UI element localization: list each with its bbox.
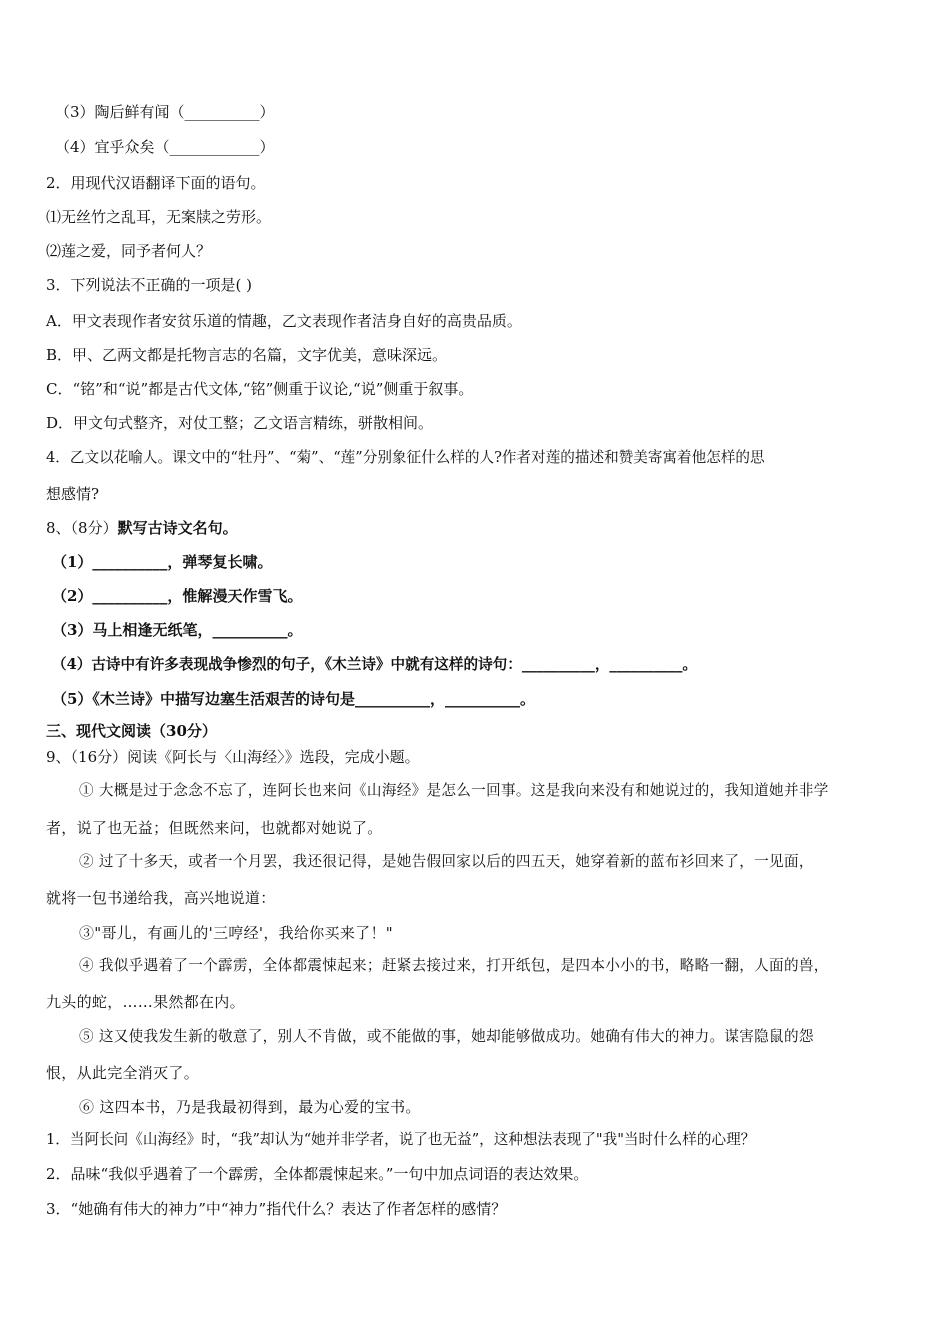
section-9-heading: 9、（16分）阅读《阿长与〈山海经〉》选段，完成小题。 [46,748,420,766]
translate-question: 2．用现代汉语翻译下面的语句。 [46,174,266,192]
paragraph-1-line-2: 者，说了也无益；但既然来问，也就都对她说了。 [46,819,383,837]
question-4-blank: （4）宜乎众矣（____________） [55,138,275,156]
reading-question-1: 1．当阿长问《山海经》时，“我”却认为“她并非学者，说了也无益”，这种想法表现了"我"当时什么样的心理？ [46,1131,756,1148]
paragraph-2-line-1: ② 过了十多天，或者一个月罢，我还很记得，是她告假回家以后的四五天，她穿着新的蓝布衫回来了，一见面， [79,853,814,870]
section-8-score: 8、（8分） [46,519,118,537]
translate-sentence-2: ⑵莲之爱，同予者何人？ [46,242,212,260]
paragraph-5-line-1: ⑤ 这又使我发生新的敬意了，别人不肯做，或不能做的事，她却能够做成功。她确有伟大的神力。谋害隐鼠的怨 [79,1028,814,1045]
paragraph-1-line-1: ① 大概是过于念念不忘了，连阿长也来问《山海经》是怎么一回事。这是我向来没有和她说过的，我知道她并非学 [79,782,829,799]
paragraph-5-line-2: 恨，从此完全消灭了。 [46,1064,200,1082]
paragraph-6: ⑥ 这四本书，乃是我最初得到，最为心爱的宝书。 [79,1098,421,1116]
section-3-heading: 三、现代文阅读（30分） [46,722,217,740]
recite-1: （1）__________，弹琴复长啸。 [52,553,273,571]
paragraph-2-line-2: 就将一包书递给我，高兴地说道： [46,889,276,907]
option-b: B．甲、乙两文都是托物言志的名篇，文字优美，意味深远。 [46,346,448,364]
choice-question: 3．下列说法不正确的一项是( ) [46,276,253,294]
paragraph-4-line-1: ④ 我似乎遇着了一个霹雳，全体都震悚起来；赶紧去接过来，打开纸包，是四本小小的书，略略一翻，人面的兽， [79,957,829,974]
option-d: D．甲文句式整齐，对仗工整；乙文语言精练，骈散相间。 [46,414,434,432]
question-4: 4．乙文以花喻人。课文中的“牡丹”、“菊”、“莲”分别象征什么样的人?作者对莲的描述和赞美寄寓着他怎样的思 [46,449,765,466]
option-a: A．甲文表现作者安贫乐道的情趣，乙文表现作者洁身自好的高贵品质。 [46,312,522,330]
paragraph-4-line-2: 九头的蛇，……果然都在内。 [46,993,245,1011]
paragraph-3: ③"哥儿，有画儿的'三哼经'，我给你买来了！" [79,924,393,942]
recite-3: （3）马上相逢无纸笔，__________。 [52,621,303,639]
recite-5: （5）《木兰诗》中描写边塞生活艰苦的诗句是__________，__________。 [52,690,535,708]
recite-2: （2）__________，惟解漫天作雪飞。 [52,587,303,605]
section-8-title: 默写古诗文名句。 [117,519,238,537]
section-8-heading [46,518,238,538]
question-3-blank: （3）陶后鲜有闻（__________） [55,103,275,121]
reading-question-3: 3．“她确有伟大的神力”中“神力”指代什么？表达了作者怎样的感情？ [46,1200,507,1218]
question-4-cont: 想感情? [46,485,100,503]
translate-sentence-1: ⑴无丝竹之乱耳，无案牍之劳形。 [46,208,272,226]
reading-question-2: 2．品味“我似乎遇着了一个霹雳，全体都震悚起来。”一句中加点词语的表达效果。 [46,1165,589,1183]
option-c: C．“铭”和“说”都是古代文体,“铭”侧重于议论,“说”侧重于叙事。 [46,380,474,398]
recite-4: （4）古诗中有许多表现战争惨烈的句子，《木兰诗》中就有这样的诗句：__________，__________。 [52,656,697,673]
